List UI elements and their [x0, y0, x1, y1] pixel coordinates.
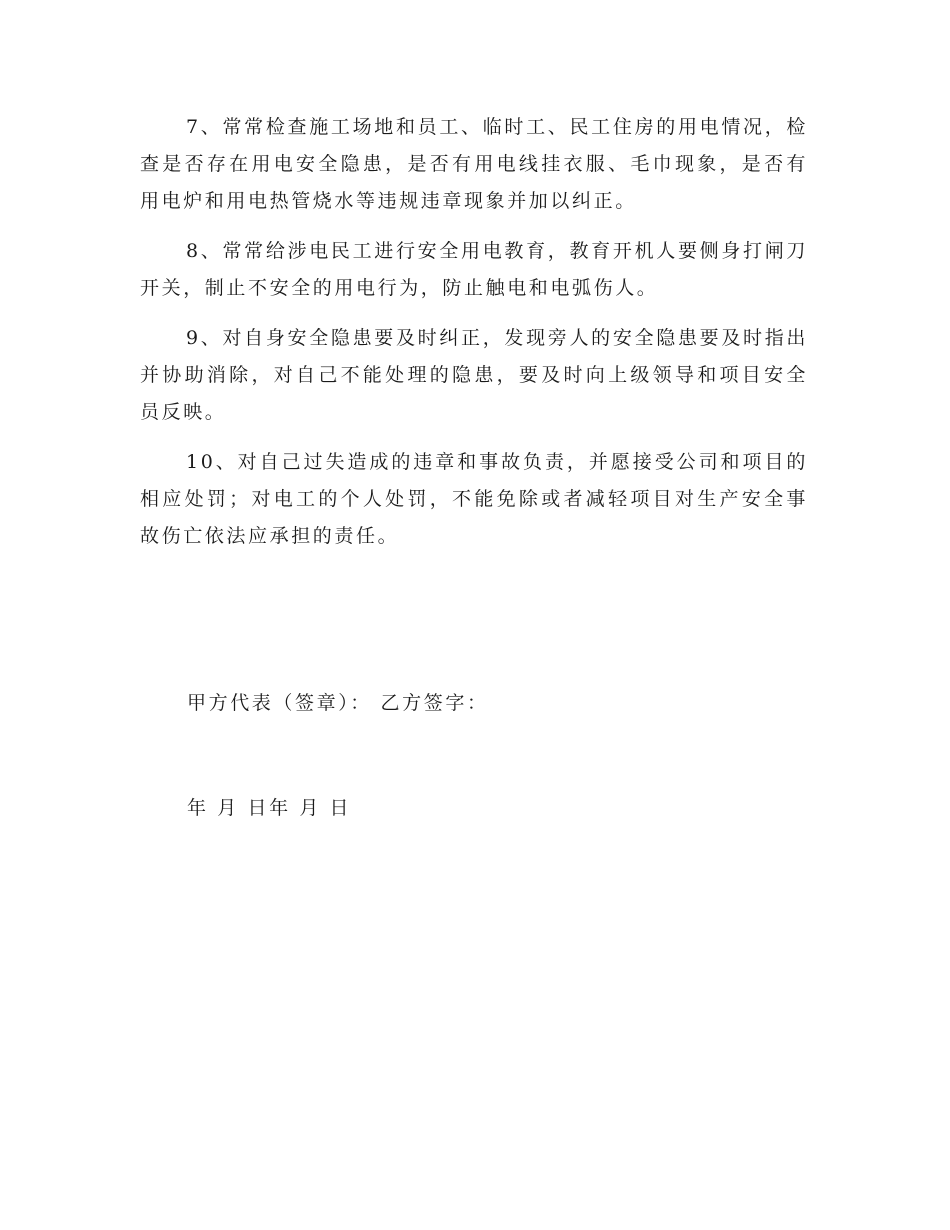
clause-10: 10、对自己过失造成的违章和事故负责，并愿接受公司和项目的相应处罚；对电工的个人处罚，不能免除或者减轻项目对生产安全事故伤亡依法应承担的责任。 [140, 451, 808, 547]
clause-8: 8、常常给涉电民工进行安全用电教育，教育开机人要侧身打闸刀开关，制止不安全的用电行为，防止触电和电弧伤人。 [140, 240, 808, 299]
clause-9: 9、对自身安全隐患要及时纠正，发现旁人的安全隐患要及时指出并协助消除，对自己不能处理的隐患，要及时向上级领导和项目安全员反映。 [140, 327, 808, 423]
signature-parties-line: 甲方代表（签章）： 乙方签字： [187, 692, 489, 714]
signature-date-line: 年 月 日年 月 日 [187, 797, 352, 819]
document-body [140, 109, 808, 568]
clause-7: 7、常常检查施工场地和员工、临时工、民工住房的用电情况，检查是否存在用电安全隐患，是否有用电线挂衣服、毛巾现象，是否有用电炉和用电热管烧水等违规违章现象并加以纠正。 [140, 116, 808, 212]
